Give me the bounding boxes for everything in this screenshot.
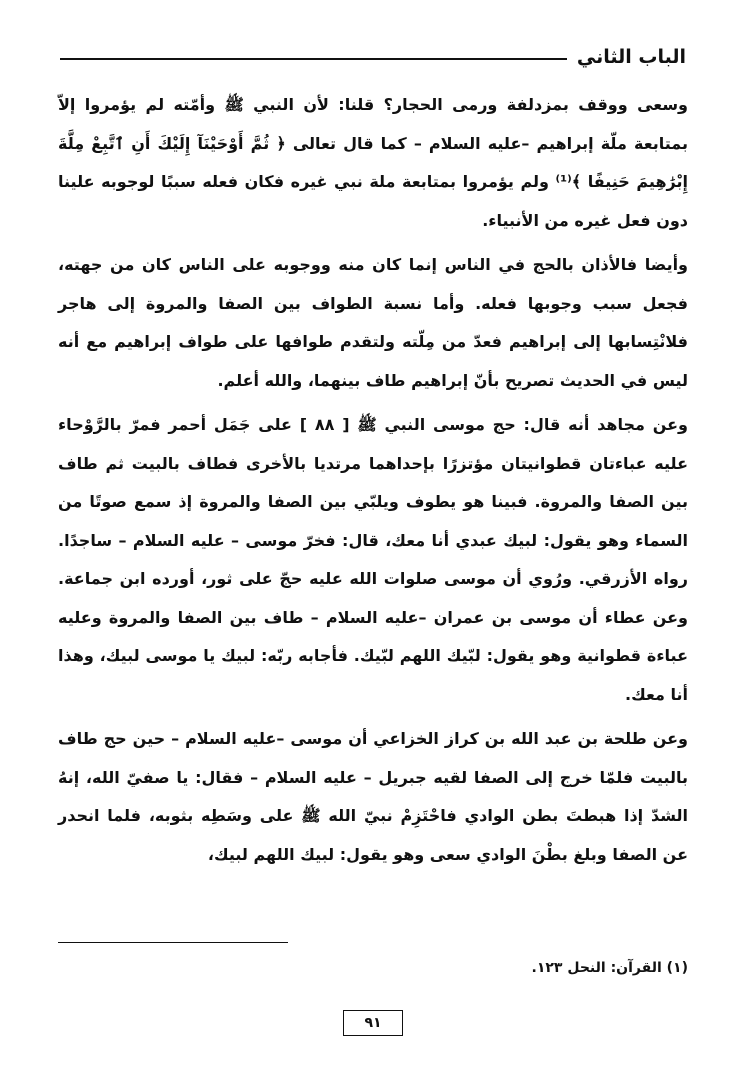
paragraph-2: وأيضا فالأذان بالحج في الناس إنما كان منه ووجوبه على الناس كان من جهته، فجعل سبب وجوبها فعله. وأما نسبة الطواف بين الصفا والمروة إلى هاجر فلانْتِسابها إلى إبراهيم فعدّ من مِلّته ولتقدم طوافها على طواف إبراهيم مع أنه ليس في الحديث تصريح بأنّ إبراهيم طاف بينهما، والله أعلم. (58, 255, 688, 390)
chapter-title: الباب الثاني (576, 46, 686, 68)
paragraph-3: وعن مجاهد أنه قال: حج موسى النبي ﷺ [ ٨٨ ] على جَمَل أحمر فمرّ بالرَّوْحاء عليه عباءتان قطوانيتان مؤتزرًا بإحداهما مرتديا بالأخرى فطاف بالبيت ثم طاف بين الصفا والمروة. فبينا هو يطوف ويلبّي بين الصفا والمروة إذ سمع صوتًا من السماء وهو يقول: لبيك عبدي أنا معك، قال: فخرّ موسى – عليه السلام – ساجدًا. رواه الأزرقي. ورُوي أن موسى صلوات الله عليه حجّ على ثور، أورده ابن جماعة. وعن عطاء أن موسى بن عمران –عليه السلام – طاف بين الصفا والمروة وعليه عباءة قطوانية وهو يقول: لبّيك اللهم لبّيك. فأجابه ربّه: لبيك يا موسى لبيك، وهذا أنا معك. (58, 415, 688, 704)
footnote: (١) القرآن: النحل ١٢٣. (531, 960, 688, 976)
page-number: ٩١ (343, 1010, 403, 1036)
paragraph-1: وسعى ووقف بمزدلفة ورمى الحجار؟ قلنا: لأن النبي ﷺ وأمّته لم يؤمروا إلاّ بمتابعة ملّة إبراهيم –عليه السلام – كما قال تعالى ﴿ ثُمَّ أَوْحَيْنَآ إِلَيْكَ أَنِ ٱتَّبِعْ مِلَّةَ إِبْرَٰهِيمَ حَنِيفًا ﴾⁽¹⁾ ولم يؤمروا بمتابعة ملة نبي غيره فكان فعله سببًا لوجوبه علينا دون فعل غيره من الأنبياء. (58, 95, 689, 230)
body-text (58, 86, 688, 880)
header-rule (60, 58, 567, 60)
paragraph-4: وعن طلحة بن عبد الله بن كراز الخزاعي أن موسى –عليه السلام – حين حج طاف بالبيت فلمّا خرج إلى الصفا لقيه جبريل – عليه السلام – فقال: يا صفيّ الله، إنهُ الشدّ إذا هبطتَ بطن الوادي فاحْتَزِمْ نبيّ الله ﷺ على وسَطِه بثوبه، فلما انحدر عن الصفا وبلغ بطْنَ الوادي سعى وهو يقول: لبيك اللهم لبيك، (58, 729, 688, 864)
footnote-separator (58, 942, 288, 943)
running-header (60, 42, 686, 72)
